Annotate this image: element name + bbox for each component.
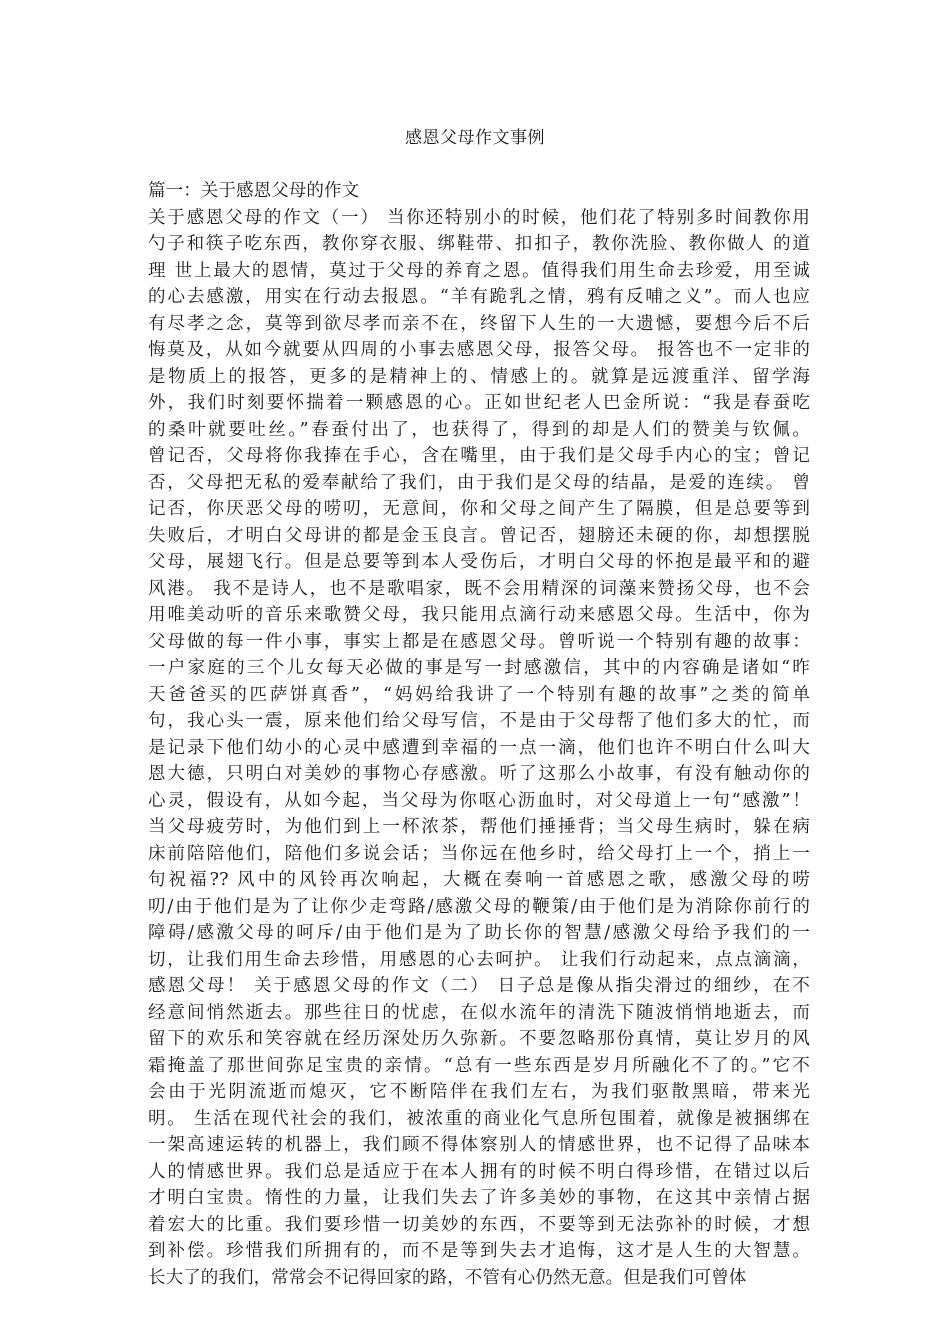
- body-line: 会由于光阴流逝而熄灭，它不断陪伴在我们左右，为我们驱散黑暗，带来光: [148, 1082, 810, 1102]
- body-line: 长大了的我们，常常会不记得回家的路，不管有心仍然无意。但是我们可曾体: [148, 1267, 747, 1288]
- body-line: 经意间悄然逝去。那些往日的忧虑，在似水流年的清洗下随波悄悄地逝去，而: [148, 1002, 810, 1023]
- body-line: 句，我心头一震，原来他们给父母写信，不是由于父母帮了他们多大的忙，而: [148, 711, 810, 731]
- body-line: 记否，你厌恶父母的唠叨，无意间，你和父母之间产生了隔膜，但是总要等到: [148, 499, 810, 519]
- body-line: 外，我们时刻要怀揣着一颗感恩的心。正如世纪老人巴金所说：“我是春蚕吃: [148, 393, 810, 413]
- body-line: 一架高速运转的机器上，我们顾不得体察别人的情感世界，也不记得了品味本: [148, 1135, 810, 1155]
- body-line: 明。 生活在现代社会的我们，被浓重的商业化气息所包围着，就像是被捆绑在: [148, 1108, 810, 1129]
- body-line: 否，父母把无私的爱奉献给了我们，由于我们是父母的结晶，是爱的连续。 曾: [148, 472, 810, 493]
- body-line: 的桑叶就要吐丝。”春蚕付出了，也获得了，得到的却是人们的赞美与钦佩。: [148, 419, 810, 440]
- body-line: 是物质上的报答，更多的是精神上的、情感上的。就算是远渡重洋、留学海: [148, 366, 810, 387]
- body-line: 父母做的每一件小事，事实上都是在感恩父母。曾听说一个特别有趣的故事：: [148, 631, 810, 652]
- body-line: 理 世上最大的恩情，莫过于父母的养育之恩。值得我们用生命去珍爱，用至诚: [148, 260, 810, 281]
- body-line: 人的情感世界。我们总是适应于在本人拥有的时候不明白得珍惜，在错过以后: [148, 1161, 810, 1182]
- body-line: 霜掩盖了那世间弥足宝贵的亲情。“总有一些东西是岁月所融化不了的。”它不: [148, 1055, 810, 1076]
- body-line: 一户家庭的三个儿女每天必做的事是写一封感激信，其中的内容确是诸如“昨: [148, 658, 810, 678]
- body-line: 句祝福?? 风中的风铃再次响起，大概在奏响一首感恩之歌，感激父母的唠: [148, 870, 810, 890]
- document-title: 感恩父母作文事例: [405, 128, 545, 148]
- body-line: 障碍/感激父母的呵斥/由于他们是为了助长你的智慧/感激父母给予我们的一: [148, 923, 810, 943]
- body-line: 勺子和筷子吃东西，教你穿衣服、绑鞋带、扣扣子，教你洗脸、教你做人 的道: [148, 234, 810, 254]
- document-body: [148, 178, 810, 1291]
- body-line: 用唯美动听的音乐来歌赞父母，我只能用点滴行动来感恩父母。生活中，你为: [148, 605, 810, 625]
- body-line: 风港。 我不是诗人，也不是歌唱家，既不会用精深的词藻来赞扬父母，也不会: [148, 578, 810, 599]
- body-line: 当父母疲劳时，为他们到上一杯浓茶，帮他们捶捶背；当父母生病时，躲在病: [148, 817, 810, 837]
- body-line: 到补偿。珍惜我们所拥有的，而不是等到失去才追悔，这才是人生的大智慧。: [148, 1241, 810, 1261]
- body-line: 是记录下他们幼小的心灵中感遭到幸福的一点一滴，他们也许不明白什么叫大: [148, 737, 810, 758]
- body-line: 留下的欢乐和笑容就在经历深处历久弥新。不要忽略那份真情，莫让岁月的风: [148, 1029, 810, 1049]
- body-line: 关于感恩父母的作文（一） 当你还特别小的时候，他们花了特别多时间教你用: [148, 207, 810, 228]
- section-heading: 篇一：关于感恩父母的作文: [148, 181, 360, 201]
- body-line: 叨/由于他们是为了让你少走弯路/感激父母的鞭策/由于他们是为消除你前行的: [148, 896, 810, 917]
- body-line: 天爸爸买的匹萨饼真香”，“妈妈给我讲了一个特别有趣的故事”之类的简单: [148, 684, 810, 705]
- body-line: 的心去感激，用实在行动去报恩。“羊有跪乳之情，鸦有反哺之义”。而人也应: [148, 287, 810, 307]
- body-line: 悔莫及，从如今就要从四周的小事去感恩父母，报答父母。 报答也不一定非的: [148, 340, 810, 360]
- body-line: 恩大德，只明白对美妙的事物心存感激。听了这那么小故事，有没有触动你的: [148, 764, 810, 784]
- body-line: 床前陪陪他们，陪他们多说会话；当你远在他乡时，给父母打上一个，捎上一: [148, 843, 810, 864]
- body-line: 心灵，假设有，从如今起，当父母为你呕心沥血时，对父母道上一句“感激”！: [148, 790, 810, 811]
- body-line: 曾记否，父母将你我捧在手心，含在嘴里，由于我们是父母手内心的宝；曾记: [148, 446, 810, 466]
- body-line: 着宏大的比重。我们要珍惜一切美妙的东西，不要等到无法弥补的时候，才想: [148, 1214, 810, 1235]
- body-line: 感恩父母！ 关于感恩父母的作文（二） 日子总是像从指尖滑过的细纱，在不: [148, 976, 810, 996]
- body-line: 父母，展翅飞行。但是总要等到本人受伤后，才明白父母的怀抱是最平和的避: [148, 552, 810, 572]
- body-line: 才明白宝贵。惰性的力量，让我们失去了许多美妙的事物，在这其中亲情占据: [148, 1188, 810, 1208]
- body-line: 有尽孝之念，莫等到欲尽孝而亲不在，终留下人生的一大遗憾，要想今后不后: [148, 313, 810, 334]
- body-line: 失败后，才明白父母讲的都是金玉良言。曾记否，翅膀还未硬的你，却想摆脱: [148, 525, 810, 546]
- body-line: 切，让我们用生命去珍惜，用感恩的心去呵护。 让我们行动起来，点点滴滴，: [148, 949, 810, 970]
